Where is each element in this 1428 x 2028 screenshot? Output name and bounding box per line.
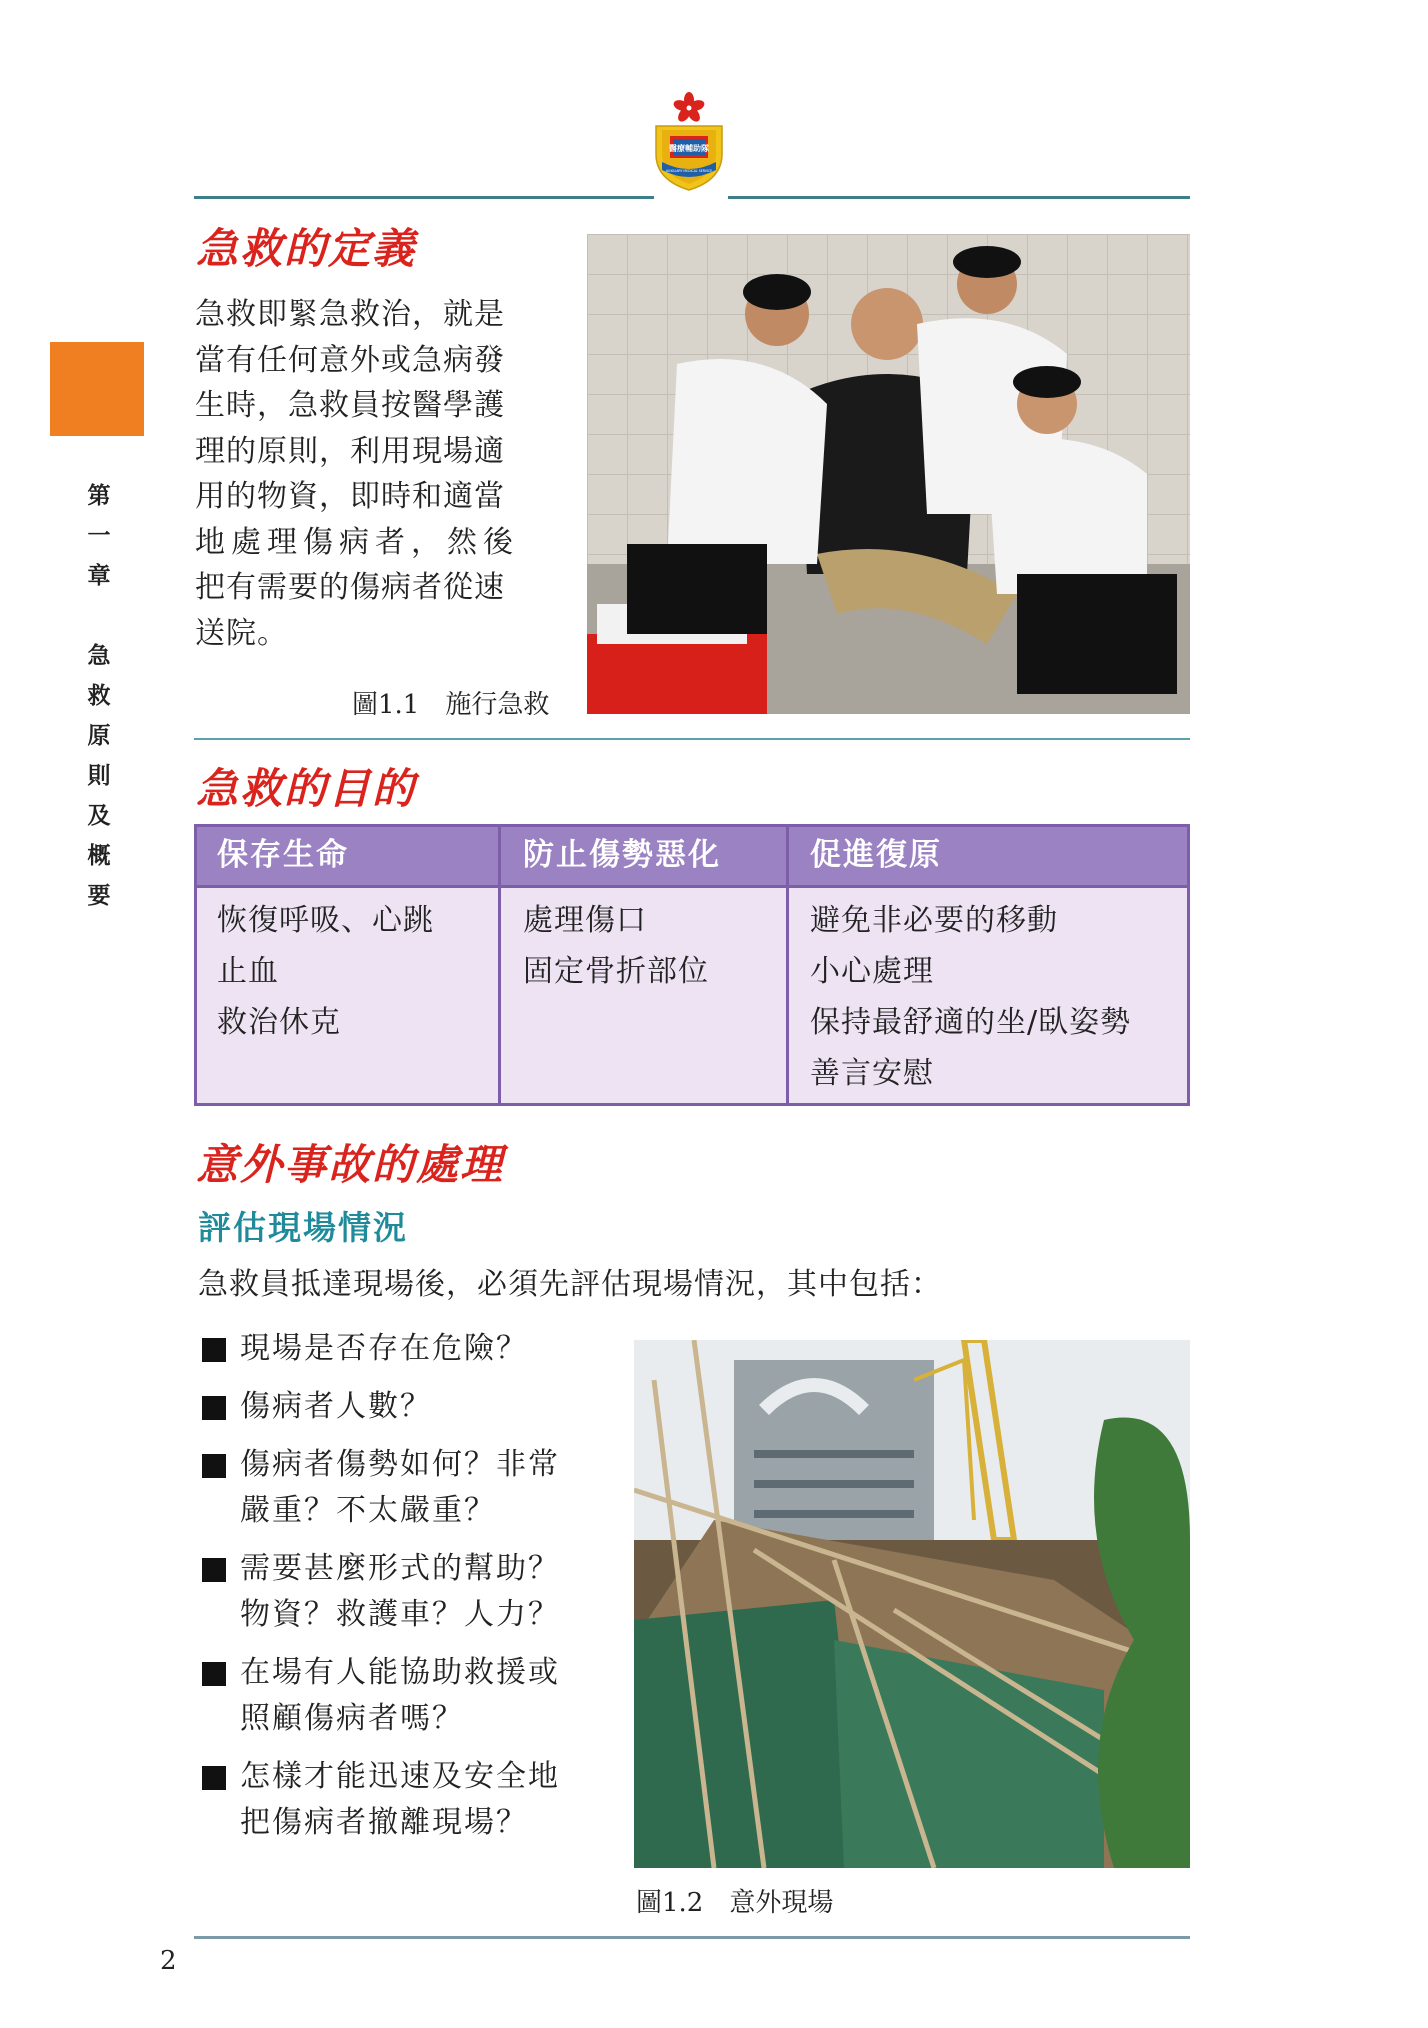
paragraph-line: 理的原則，利用現場適 xyxy=(195,433,505,469)
chapter-label-vertical xyxy=(84,476,114,916)
table-cell xyxy=(810,895,1131,1099)
question-item xyxy=(202,1754,560,1846)
question-item xyxy=(202,1384,432,1430)
paragraph-line: 急救即緊急救治，就是 xyxy=(195,297,505,332)
table-cell xyxy=(217,895,434,1048)
paragraph-line: 生時，急救員按醫學護 xyxy=(195,388,505,423)
table-cell xyxy=(523,895,709,997)
paragraph-line: 把有需要的傷病者從速 xyxy=(195,570,505,605)
square-bullet-icon xyxy=(202,1396,226,1420)
purpose-table xyxy=(194,824,1190,1106)
section-heading-accident: 意外事故的處理 xyxy=(196,1140,505,1189)
table-item: 恢復呼吸、心跳 xyxy=(217,903,434,938)
question-line: 物資？救護車？人力？ xyxy=(240,1597,560,1632)
header-rule-right xyxy=(728,196,1190,199)
table-item: 保持最舒適的坐/臥姿勢 xyxy=(810,1005,1132,1040)
question-line: 怎樣才能迅速及安全地 xyxy=(240,1759,560,1794)
first-aid-photo xyxy=(587,234,1190,714)
table-item: 處理傷口 xyxy=(523,903,647,938)
chapter-title-char: 救 xyxy=(87,683,111,709)
question-line: 把傷病者撤離現場？ xyxy=(240,1805,528,1840)
definition-paragraph xyxy=(195,292,540,656)
table-header-cell: 保存生命 xyxy=(217,837,349,873)
table-item: 避免非必要的移動 xyxy=(810,903,1058,938)
chapter-char: 第 xyxy=(87,483,111,509)
accident-scene-photo xyxy=(634,1340,1190,1868)
square-bullet-icon xyxy=(202,1338,226,1362)
section-heading-purpose: 急救的目的 xyxy=(196,764,417,813)
logo-text: 醫療輔助隊 xyxy=(669,144,709,153)
table-item: 固定骨折部位 xyxy=(523,954,709,989)
table-item: 小心處理 xyxy=(810,954,934,989)
ams-logo xyxy=(648,92,730,192)
question-item xyxy=(202,1442,560,1534)
chapter-title-char: 急 xyxy=(87,643,111,669)
question-line: 傷病者傷勢如何？非常 xyxy=(240,1447,560,1482)
question-item xyxy=(202,1650,560,1742)
chapter-title-char: 則 xyxy=(87,763,111,789)
figure-caption-2: 圖1.2 意外現場 xyxy=(636,1888,834,1918)
table-item: 善言安慰 xyxy=(810,1056,934,1091)
footer-rule xyxy=(194,1936,1190,1939)
paragraph-line: 當有任何意外或急病發 xyxy=(195,342,505,378)
header-rule-left xyxy=(194,196,654,199)
table-header-cell: 防止傷勢惡化 xyxy=(523,837,721,873)
chapter-char: 章 xyxy=(87,563,111,589)
chapter-char: 一 xyxy=(87,523,111,549)
table-item: 止血 xyxy=(217,954,279,989)
question-line: 嚴重？不太嚴重？ xyxy=(240,1493,496,1528)
chapter-title-char: 要 xyxy=(87,883,111,909)
figure-caption-1: 圖1.1 施行急救 xyxy=(352,690,550,720)
square-bullet-icon xyxy=(202,1558,226,1582)
question-line: 照顧傷病者嗎？ xyxy=(240,1701,464,1736)
table-header-cell: 促進復原 xyxy=(810,837,942,873)
chapter-title-char: 概 xyxy=(87,843,111,869)
assessment-intro: 急救員抵達現場後，必須先評估現場情況，其中包括： xyxy=(198,1267,942,1302)
subheading-assess-scene: 評估現場情況 xyxy=(198,1208,408,1247)
question-item xyxy=(202,1546,560,1638)
square-bullet-icon xyxy=(202,1662,226,1686)
question-line: 需要甚麼形式的幫助？ xyxy=(240,1551,560,1586)
chapter-title-char: 原 xyxy=(87,723,111,749)
paragraph-line: 送院。 xyxy=(195,615,288,651)
question-item xyxy=(202,1326,528,1372)
paragraph-line: 地處理傷病者，然後 xyxy=(195,524,519,560)
chapter-tab-marker xyxy=(50,342,144,436)
section-divider-1 xyxy=(194,738,1190,740)
question-line: 現場是否存在危險？ xyxy=(240,1331,528,1366)
table-item: 救治休克 xyxy=(217,1005,341,1040)
square-bullet-icon xyxy=(202,1766,226,1790)
question-line: 傷病者人數？ xyxy=(240,1389,432,1424)
paragraph-line: 用的物資，即時和適當 xyxy=(195,479,505,514)
section-heading-definition: 急救的定義 xyxy=(196,224,417,273)
page-number: 2 xyxy=(160,1946,177,1976)
chapter-title-char: 及 xyxy=(87,803,111,829)
logo-label: AUXILIARY MEDICAL SERVICE xyxy=(665,169,713,173)
question-line: 在場有人能協助救援或 xyxy=(240,1655,560,1690)
square-bullet-icon xyxy=(202,1454,226,1478)
